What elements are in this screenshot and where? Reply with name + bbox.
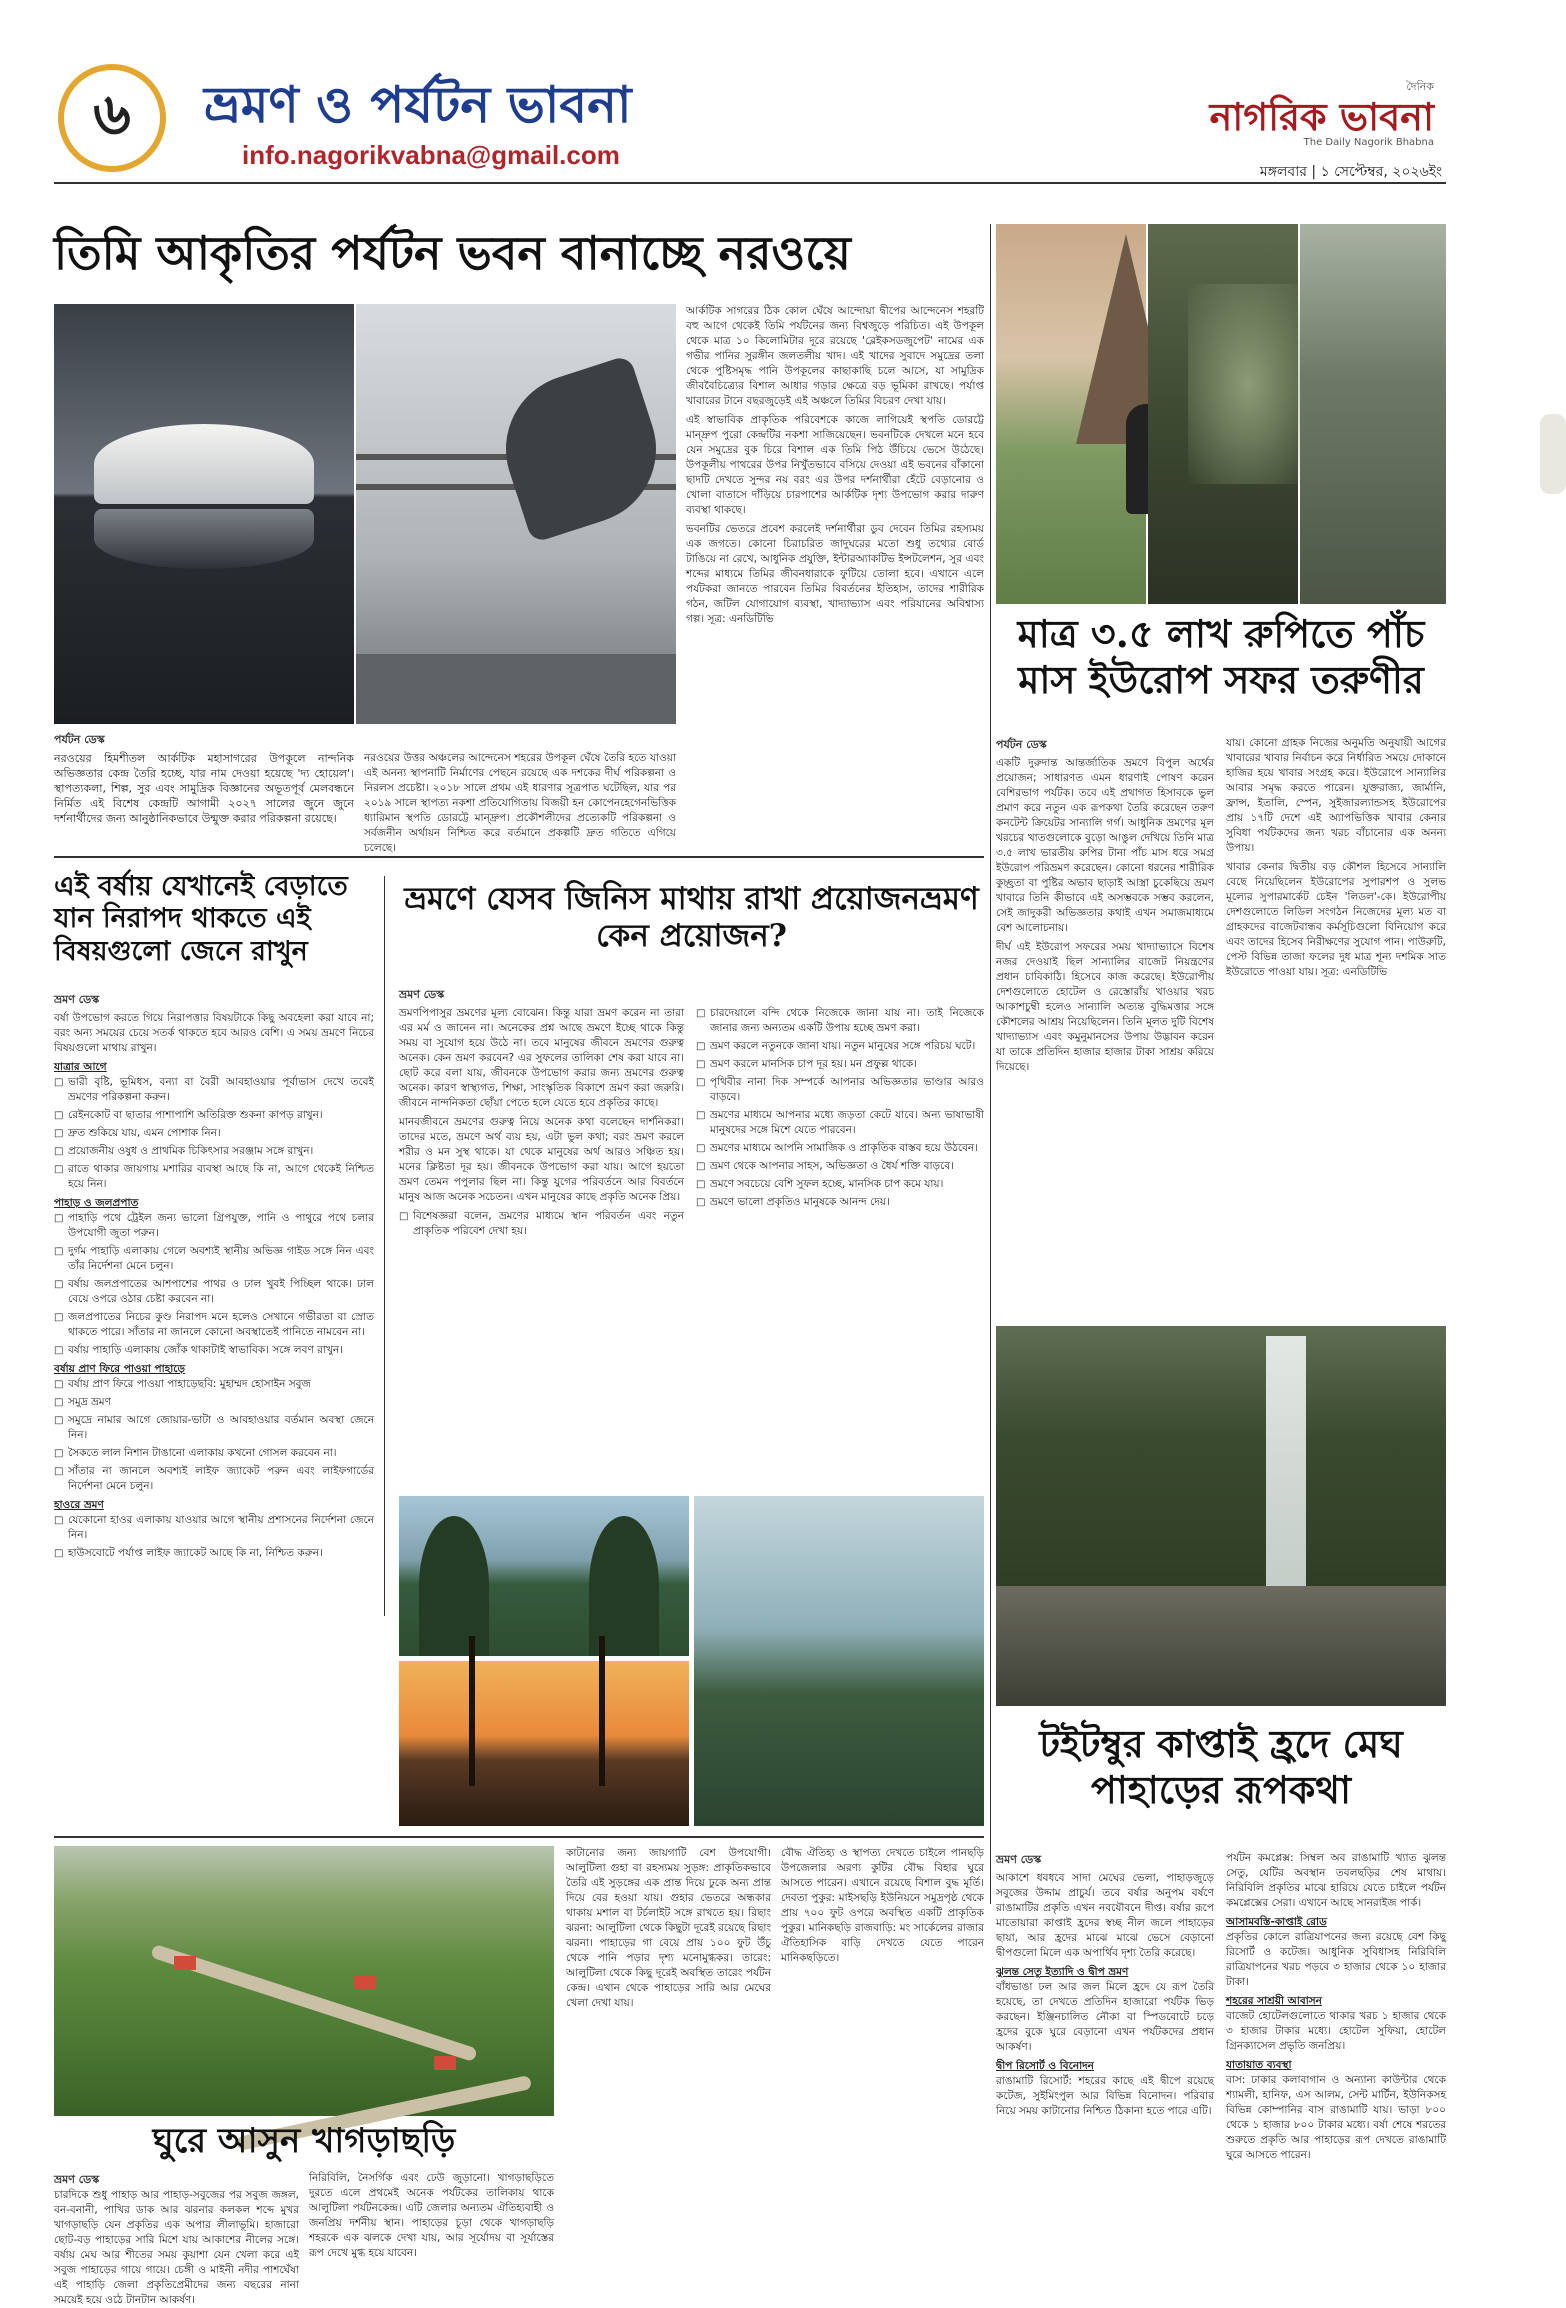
list-item: □ পাহাড়ি পথে ট্রেইল জন্য ভালো গ্রিপযুক্ত, পানি ও পাথুরে পথে চলার উপযোগী জুতা পরুন।: [54, 1211, 374, 1241]
whale-body-col3: [686, 304, 984, 844]
monsoon-subhead: বর্ষায় প্রাণ ফিরে পাওয়া পাহাড়ে: [54, 1363, 185, 1375]
monsoon-intro: বর্ষা উপভোগ করতে গিয়ে নিরাপত্তার বিষয়টাকে কিছু অবহেলা করা যাবে না; বরং অন্য সময়ের চেয়ে সতর্ক থাকতে হবে আরও বেশি। এ সময় ভ্রমণে নিচের বিষয়গুলো মাথায় রাখুন।: [54, 1012, 374, 1054]
monsoon-desk: ভ্রমণ ডেস্ক: [54, 993, 100, 1006]
whale-desk: পর্যটন ডেস্ক: [54, 733, 105, 746]
gallery-floor: [356, 654, 676, 724]
list-item: □ রাতে থাকার জায়গায় মশারির ব্যবস্থা আছে কি না, আগে থেকেই নিশ্চিত হয়ে নিন।: [54, 1162, 374, 1192]
monsoon-headline: এই বর্ষায় যেখানেই বেড়াতে যান নিরাপদ থাকতে এই বিষয়গুলো জেনে রাখুন: [54, 871, 348, 967]
kaptai-subhead: আসামবস্তি-কাপ্তাই রোড: [1226, 1916, 1327, 1928]
packing-body-col1: [399, 1006, 684, 1486]
list-item: □ ভ্রমণ করলে নতুনকে জানা যায়। নতুন মানুষের সঙ্গে পরিচয় ঘটে।: [696, 1039, 984, 1054]
khagrachhari-desk: ভ্রমণ ডেস্ক: [54, 2173, 100, 2186]
list-item: □ রেইনকোট বা ছাতার পাশাপাশি অতিরিক্ত শুকনা কাপড় রাখুন।: [54, 1108, 374, 1123]
hill-house: [434, 2056, 456, 2070]
europe-headline: মাত্র ৩.৫ লাখ রুপিতে পাঁচ মাস ইউরোপ সফর তরুণীর: [1017, 611, 1425, 702]
kaptai-paragraph: বাজেট হোটেলগুলোতে থাকার খরচ ১ হাজার থেকে ৩ হাজার টাকার মধ্যে। হোটেল সুফিয়া, হোটেল গ্রিনক্যাসেল প্রভৃতি জনপ্রিয়।: [1226, 2010, 1446, 2052]
kaptai-desk: ভ্রমণ ডেস্ক: [996, 1853, 1042, 1866]
tree-shape: [419, 1516, 489, 1656]
list-item: □ বিশেষজ্ঞরা বলেন, ভ্রমণের মাধ্যমে স্থান পরিবর্তন এবং নতুন প্রাকৃতিক পরিবেশ দেখা হয়।: [399, 1209, 684, 1239]
waterfall-photo: [996, 1326, 1446, 1706]
europe-paragraph: দীর্ঘ এই ইউরোপ সফরের সময় খাদ্যাভ্যাসে বিশেষ নজর দেওয়াই ছিল সান্যালির বাজেট নিয়ন্ত্রণের প্রধান চাবিকাঠি। হিসেবে কাজ করেছে। ইউরোপীয় দেশগুলোতে হোটেল ও রেস্তোরাঁয় খাওয়ার খরচ আকাশচুম্বী হলেও সান্যালি অত্যন্ত বুদ্ধিমত্তার সঙ্গে কৌশলের আশ্রয় নিয়েছিলেন। তিনি মূলত দুটি বিশেষ খাদ্যাভ্যাস এবং কমুনুমানসের উপায় উদ্ভাবন করেন যা তাকে প্রতিদিন হাজার হাজার টাকা সাশ্রয় করিয়ে দিয়েছে।: [996, 941, 1214, 1073]
whale-paragraph: আর্কটিক সাগরের ঠিক কোল ঘেঁষে আন্দোয়া দ্বীপের আন্দেনেস শহরটি বহু আগে থেকেই তিমি পর্যটনের জন্য বিশ্বজুড়ে পরিচিত। এই উপকূল থেকে মাত্র ১০ কিলোমিটার দূরে রয়েছে 'ব্লেইকসডজুপেট' নামের এক গভীর পানির সুরঙ্গীন জলতলীয় খাদ। এই খাদের সুবাদে সমুদ্রের তলা থেকে পুষ্টিসমৃদ্ধ পানি উপকূলের কাছাকাছি চলে আসে, যা সামুদ্রিক জীববৈচিত্র্যের বিশাল আধার গড়ার ক্ষেত্রে বড় ভূমিকা রাখছে। পর্যাপ্ত খাবারের টানে বছরজুড়েই এই অঞ্চলে তিমির বিচরণ দেখা যায়।: [686, 305, 984, 407]
packing-headline: ভ্রমণে যেসব জিনিস মাথায় রাখা প্রয়োজনভ্রমণ কেন প্রয়োজন?: [404, 881, 979, 955]
paper-brand: [1194, 78, 1434, 148]
list-item: □ বর্ষায় জলপ্রপাতের আশপাশের পাথর ও ঢাল খুবই পিচ্ছিল থাকে। ঢাল বেয়ে ওপরে ওঠার চেষ্টা করবেন না।: [54, 1277, 374, 1307]
monsoon-body: [54, 1011, 374, 1611]
tree-shape: [589, 1516, 659, 1656]
list-item: □ চারদেয়ালে বন্দি থেকে নিজেকে জানা যায় না। তাই নিজেকে জানার জন্য অন্যতম একটি উপায় হচ্ছে ভ্রমণ করা।: [696, 1006, 984, 1036]
forest-photo: [1148, 224, 1298, 604]
section-email[interactable]: info.nagorikvabna@gmail.com: [242, 140, 620, 170]
list-item: □ দুর্গম পাহাড়ি এলাকায় গেলে অবশ্যই স্থানীয় অভিজ্ঞ গাইড সঙ্গে নিন এবং তাঁর নির্দেশনা মেনে চলুন।: [54, 1244, 374, 1274]
europe-paragraph: যায়। কোনো গ্রাহক নিজের অনুমতি অনুযায়ী আগের খাবারের খাবার নির্বাচন করে নির্ধারিত সময়ে দোকানে হাজির হয়ে খাবার সংগ্রহ করে। ইউরোপে সান্যালির আবার সমৃদ্ধ করতে পারেন। যুক্তরাজ্য, জার্মানি, ফ্রান্স, ইতালি, স্পেন, সুইজারল্যান্ডসহ ইউরোপের প্রায় ১৭টি দেশে এই অ্যাপভিত্তিক খাবার কেনার সুবিধা পর্যটকদের জন্য খরচ বাঁচানোর এক অনন্য উপায়।: [1226, 737, 1446, 854]
kaptai-subhead: ঝুলন্ত সেতু ইত্যাদি ও দ্বীপ ভ্রমণ: [996, 1966, 1129, 1978]
section-title: ভ্রমণ ও পর্যটন ভাবনা: [204, 75, 632, 134]
monsoon-list-prep: [54, 1075, 374, 1192]
waterfall-rocks: [996, 1586, 1446, 1706]
europe-paragraph: খাবার কেনার দ্বিতীয় বড় কৌশল হিসেবে সান্যালি বেছে নিয়েছিলেন ইউরোপের সুপারশপ ও সুলভ মূল্যের সুপারমার্কেট চেইন 'লিডল'-কে। ইউরোপীয় দেশগুলোতে লিডিল সংগঠন নিজেদের মূল্য মত বা গ্রাহকদের বাজেটবান্ধব কর্মসূচিগুলো বিনিয়োগ করে এবং তাদের হিসেব নিরীক্ষণের সুযোগ পান। পাউরুটি, পেস্ট বিভিন্ন তাজা ফলের দুধ মাত্র শূন্য দশমিক সাত ইউরোতে পাওয়া যায়। সূত্র: এনডিটিভি: [1226, 861, 1446, 978]
palm-trunk: [469, 1636, 475, 1786]
kaptai-paragraph: বাস: ঢাকার কলাবাগান ও অন্যান্য কাউন্টার থেকে শ্যামলী, হানিফ, এস আলম, সেন্ট মার্টিন, ইউনিকসহ বিভিন্ন কোম্পানির বাস রাঙামাটি যায়। ভাড়া ৮০০ থেকে ১ হাজার ৮০০ টাকার মধ্যে। বর্ষা শেষে শরতের শুরুতে প্রকৃতি আর পাহাড়ের রূপ দেখতে রাঙামাটি ঘুরে আসতে পারেন।: [1226, 2074, 1446, 2161]
khagrachhari-body-col4: বৌদ্ধ ঐতিহ্য ও স্থাপত্য দেখতে চাইলে পানছড়ি উপজেলার অরণ্য কুটির বৌদ্ধ বিহার ঘুরে আসতে পারেন। এখানে রয়েছে বিশাল বুদ্ধ মূর্তি। দেবতা পুকুর: মাইসছড়ি ইউনিয়নে সমুদ্রপৃষ্ঠ থেকে প্রায় ৭০০ ফুট ওপরে অবস্থিত একটি প্রাকৃতিক পুকুর। মানিকছড়ি রাজবাড়ি: মং সার্কেলের রাজার ঐতিহাসিক বাড়ি দেখতে যেতে পারেন মানিকছড়িতে।: [781, 1847, 984, 1964]
whale-headline: তিমি আকৃতির পর্যটন ভবন বানাচ্ছে নরওয়ে: [54, 226, 851, 280]
europe-body-col1: [996, 756, 1214, 1316]
kaptai-subhead: দ্বীপ রিসোর্ট ও বিনোদন: [996, 2060, 1094, 2072]
list-item: □ সমুদ্র ভ্রমণ: [54, 1395, 374, 1410]
list-item: □ বর্ষায় প্রাণ ফিরে পাওয়া পাহাড়েছবি: মুহাম্মদ হোসাইন সবুজ: [54, 1377, 374, 1392]
kaptai-body-col1: [996, 1871, 1214, 2256]
monsoon-list-sea: [54, 1377, 374, 1494]
kaptai-subhead: শহরের সাশ্রয়ী আবাসন: [1226, 1995, 1322, 2007]
paper-tagline: দৈনিক: [1406, 80, 1434, 93]
dateline: মঙ্গলবার | ১ সেপ্টেম্বর, ২০২৬ইং: [1259, 164, 1442, 180]
europe-body-col2: [1226, 736, 1446, 1316]
cliff-photo: [1300, 224, 1446, 604]
europe-paragraph: একটি দুরুদান্ত আন্তর্জাতিক ভ্রমণে বিপুল অর্থের প্রয়োজন; সাধারণত এমন ধারণাই পোষণ করেন বেশিরভাগ পর্যটক। তবে এই প্রথাগত হিসাবকে ভুল প্রমাণ করে নতুন এক রূপকথা তৈরি করেছেন তরুণ কনটেন্ট ক্রিয়েটর সান্যালি গর্গ। আধুনিক ভ্রমণের মূল খরচের খাতগুলোকে বুড়ো আঙুল দেখিয়ে তিনি মাত্র ৩.৫ লাখ ভারতীয় রুপির টানা পাঁচ মাস ধরে সমগ্র ইউরোপ পরিভ্রমণ করেছেন। কোনো ধরনের শারীরিক কুচ্ছ্রতা বা পুষ্টির অভাব ছাড়াই আস্ত্রা চুকেছিয়ে ভ্রমণ খাবারে তিনি কীভাবে এই অসম্ভবকে সম্ভব করলেন, সেই জাদুকরী অভিজ্ঞতার কথাই এখন সমাজমাধ্যমে বেশ আলোচনায়।: [996, 757, 1214, 934]
khagrachhari-body-col3: কাটানোর জন্য জায়গাটি বেশ উপযোগী। আলুটিলা গুহা বা রহস্যময় সুড়ঙ্গ: প্রাকৃতিকভাবে তৈরি এই সুড়ঙ্গের এক প্রান্ত দিয়ে ঢুকে অন্য প্রান্ত দিয়ে বের হওয়া যায়। গুহার ভেতরে অন্ধকার থাকায় মশাল বা টর্চলাইট সঙ্গে রাখতে হয়। রিছাং ঝরনা: আলুটিলা থেকে কিছুটা দূরেই রয়েছে রিছাং ঝরনা। পাহাড়ের গা বেয়ে প্রায় ১০০ ফুট উঁচু থেকে পানি পড়ার দৃশ্য মনোমুগ্ধকর। তারেং: আলুটিলা থেকে কিছু দূরেই অবস্থিত তারেং পর্যটন কেন্দ্র। এখান থেকে পাহাড়ের সারি আর মেঘের খেলা দেখা যায়।: [566, 1847, 771, 2009]
list-item: □ ভ্রমণের মাধ্যমে আপনার মধ্যে জড়তা কেটে যাবে। অন্য ভাষাভাষী মানুষদের সঙ্গে মিশে যেতে পারবেন।: [696, 1108, 984, 1138]
hill-road: [150, 1944, 478, 2062]
packing-list-a: [399, 1209, 684, 1239]
kaptai-paragraph: বাঁধভাঙা ঢল আর জল মিলে হ্রদে যে রূপ তৈরি হয়েছে, তা দেখতে প্রতিদিন হাজারো পর্যটক ভিড় করছেন। ইঞ্জিনচালিত নৌকা বা স্পিডবোটে চড়ে হ্রদের বুকে ঘুরে বেড়ানো এখন পর্যটকদের প্রধান আকর্ষণ।: [996, 1981, 1214, 2053]
mangrove-photo: [694, 1496, 984, 1826]
kaptai-body-col2: [1226, 1851, 1446, 2256]
packing-body-col2: [696, 1006, 984, 1486]
list-item: □ দ্রুত শুকিয়ে যায়, এমন পোশাক নিন।: [54, 1126, 374, 1141]
newspaper-page: [54, 56, 1446, 2306]
column-divider: [384, 876, 385, 1616]
list-item: □ ভ্রমণে ভালো প্রকৃতিও মানুষকে আনন্দ দেয়।: [696, 1195, 984, 1210]
list-item: □ বর্ষায় পাহাড়ি এলাকায় জোঁক থাকাটাই স্বাভাবিক। সঙ্গে লবণ রাখুন।: [54, 1343, 374, 1358]
hiker-figure: [1540, 414, 1566, 494]
list-item: □ ভ্রমণে সবচেয়ে বেশি সুফল হচ্ছে, মানসিক চাপ কমে যায়।: [696, 1177, 984, 1192]
khagrachhari-hills-photo: [54, 1846, 554, 2116]
section-divider: [54, 856, 984, 858]
whale-building-photo: [54, 304, 354, 724]
list-item: □ পৃথিবীর নানা দিক সম্পর্কে আপনার অভিজ্ঞতার ভাণ্ডার আরও বাড়বে।: [696, 1075, 984, 1105]
list-item: □ ভারী বৃষ্টি, ভূমিধস, বন্যা বা বৈরী আবহাওয়ার পূর্বাভাস দেখে তবেই ভ্রমণের পরিকল্পনা করুন।: [54, 1075, 374, 1105]
kaptai-paragraph: পর্যটন কমপ্লেক্স: সিম্বল অব রাঙামাটি খ্যাত ঝুলন্ত সেতু, যেটির অবস্থান তবলছড়ির শেষ মাথায়। নিরিবিলি প্রকৃতির মাঝে হারিয়ে যেতে চাইলে পর্যটন কমপ্লেক্সের সেরা। এখানে আছে সানরাইজ পার্ক।: [1226, 1852, 1446, 1909]
paper-name: নাগরিক ভাবনা: [1209, 94, 1434, 139]
list-item: □ ভ্রমণ করলে মানসিক চাপ দূর হয়। মন প্রফুল্ল থাকে।: [696, 1057, 984, 1072]
palm-trunk: [599, 1636, 605, 1786]
list-item: □ প্রয়োজনীয় ওষুধ ও প্রাথমিক চিকিৎসার সরঞ্জাম সঙ্গে রাখুন।: [54, 1144, 374, 1159]
whale-paragraph: ভবনটির ভেতরে প্রবেশ করলেই দর্শনার্থীরা ডুব দেবেন তিমির রহস্যময় এক জগতে। কোনো চিরাচরিত জাদুঘরের মতো শুধু তথ্যের বোর্ড টাঙিয়ে না রেখে, আধুনিক প্রযুক্তি, ইন্টারঅ্যাকটিভ ইন্সটলেশন, সুর এবং শব্দের মাধ্যমে তিমির জীবনধারাকে ফুটিয়ে তোলা হবে। এখানে এলে পর্যটকরা জানতে পারবেন তিমির বিবর্তনের ইতিহাস, তাদের শারীরিক গঠন, জটিল যোগাযোগ ব্যবস্থা, খাদ্যাভ্যাস এবং পরিযানের অবিশ্বাস্য গল্প। সূত্র: এনডিটিভি: [686, 523, 984, 625]
section-divider: [54, 1836, 984, 1838]
kaptai-headline: টইটম্বুর কাপ্তাই হ্রদে মেঘ পাহাড়ের রূপকথা: [1039, 1721, 1403, 1812]
packing-paragraph: মানবজীবনে ভ্রমণের গুরুত্ব নিয়ে অনেক কথা বলেছেন দার্শনিকরা। তাদের মতে, ভ্রমণে অর্থ ব্যয় হয়, এটা ভুল কথা; বরং ভ্রমণ করলে শরীর ও মন সুস্থ থাকে। যা থেকে মানুষের অর্থ আরও সঞ্চিত হয়। মনের ক্লিষ্টতা দূর হয়। জীবনকে উপভোগ করা যায়। আগে হয়তো ভ্রমণ তেমন পপুলার ছিল না। কিন্তু যুগের পরিবর্তনে আর বিবর্তনে মানুষ আজ অনেক সচেতন। এখন মানুষের কাছে প্রকৃতি অনেক প্রিয়।: [399, 1116, 684, 1203]
monsoon-subhead: যাত্রার আগে: [54, 1061, 107, 1073]
building-dome: [94, 424, 314, 504]
list-item: □ ভ্রমণ থেকে আপনার সাহস, অভিজ্ঞতা ও ধৈর্য শক্তি বাড়বে।: [696, 1159, 984, 1174]
packing-paragraph: ভ্রমণপিপাসুর ভ্রমণের মূল্য বোঝেন। কিন্তু যারা ভ্রমণ করেন না তারা এর মর্ম ও জানেন না। অনেকের প্রশ্ন আছে ভ্রমণে ইচ্ছে থাকে কিন্তু সময় বা সুযোগ হয়ে উঠে না। তবে মানুষের জীবনে ভ্রমণের গুরুত্ব অনেক। কেন ভ্রমণ করবেন? এর সুফলের তালিকা শেষ করা যাবে না। ছোট করে বলা যায়, জীবনকে উপভোগ করার জন্য ভ্রমণের গুরুত্ব অনেক। কারণ স্বাস্থ্যগত, শিক্ষা, সাংস্কৃতিক বিকাশে ভ্রমণ করা জরুরি। জীবনে নান্দনিকতা ছোঁয়া পেতে হলে যেতে হবে প্রকৃতির কাছে।: [399, 1007, 684, 1109]
paper-sub: The Daily Nagorik Bhabna: [1303, 136, 1434, 148]
page-number: ৬: [58, 64, 166, 172]
whale-paragraph: এই স্বাভাবিক প্রাকৃতিক পরিবেশকে কাজে লাগিয়েই স্থপতি ডোরট্টে মান্দ্রুপ পুরো কেন্দ্রটির নকশা সাজিয়েছেন। ভবনটিকে দেখলে মনে হবে যেন সমুদ্রের বুক চিরে বিশাল এক তিমি পিঠ উঁচিয়ে ভেসে উঠেছে। উপকূলীয় পাথরের উপর নিখুঁতভাবে বসিয়ে দেওয়া এই ভবনের বাঁকানো ছাদটি দেখতে সুন্দর নয় বরং এর উপর দর্শনার্থীরা হেঁটে বেড়ানোর ও খোলা বাতাসে দাঁড়িয়ে চারপাশের আর্কটিক দৃশ্য উপভোগ করার দারুণ ব্যবস্থা থাকছে।: [686, 414, 984, 516]
monsoon-subhead: পাহাড় ও জলপ্রপাত: [54, 1197, 139, 1209]
monsoon-list-hills: [54, 1211, 374, 1358]
kaptai-paragraph: আকাশে ধবধবে সাদা মেঘের ভেলা, পাহাড়জুড়ে সবুজের উদ্দাম প্রাচুর্য। তবে বর্ষার অনুপম বর্ষণে রাঙামাটির প্রকৃতি এখন নবযৌবনে দীপ্ত। বর্ষার রূপে মাতোয়ারা কাপ্তাই হ্রদের স্বচ্ছ নীল জলে পাহাড়ের ছায়া, আর হ্রদের মাঝে মাঝে ভেসে বেড়ানো দ্বীপগুলো মিলে এক অপার্থিব দৃশ্য তৈরি করেছে।: [996, 1872, 1214, 1959]
list-item: □ হাউসবোটে পর্যাপ্ত লাইফ জ্যাকেট আছে কি না, নিশ্চিত করুন।: [54, 1546, 374, 1561]
list-item: □ সৈকতে লাল নিশান টাঙানো এলাকায় কখনো গোসল করবেন না।: [54, 1446, 374, 1461]
kaptai-paragraph: রাঙামাটি রিসোর্ট: শহরের কাছে এই দ্বীপে রয়েছে কটেজ, সুইমিংপুল আর বিভিন্ন বিনোদন। পরিবার নিয়ে সময় কাটানোর নিশ্চিত ঠিকানা হতে পারে এটি।: [996, 2075, 1214, 2117]
list-item: □ সমুদ্রে নামার আগে জোয়ার-ভাটা ও আবহাওয়ার বর্তমান অবস্থা জেনে নিন।: [54, 1413, 374, 1443]
hill-house: [354, 1976, 376, 1990]
packing-desk: ভ্রমণ ডেস্ক: [399, 988, 445, 1001]
khagrachhari-body-col1: চারদিকে শুধু পাহাড় আর পাহাড়-সবুজের পর সবুজ জঙ্গল, বন-বনানী, পাখির ডাক আর ঝরনার কলকল শব্দে মুখর খাগড়াছড়ি যেন প্রকৃতির এক অপার লীলাভূমি। হাজারো ছোট-বড় পাহাড়ের সারি মিশে যায় আকাশের নীলের সঙ্গে। বর্ষায় মেঘ আর শীতের সময় কুয়াশা যেন খেলা করে এই সবুজ পাহাড়ের গায়ে গায়ে। চেঙ্গী ও মাইনী নদীর পাশঘেঁষা এই পাহাড়ি জেলা প্রকৃতিপ্রেমীদের জন্য বছরের নানা সময়েই হয়ে ওঠে টানটান আকর্ষণ।: [54, 2189, 299, 2306]
whale-body-col2: নরওয়ের উত্তর অঞ্চলের আন্দেনেস শহরের উপকূল ঘেঁষে তৈরি হতে যাওয়া এই অনন্য স্থাপনাটি নির্মাণের পেছনে রয়েছে এক দশকের দীর্ঘ পরিকল্পনা ও নিরলস প্রচেষ্টা। ২০১৮ সালে প্রথম এই ধারণার সূত্রপাত ঘটেছিল, যার পর ২০১৯ সালে স্থাপত্য নকশা প্রতিযোগিতায় বিজয়ী হন কোপেনহেগেনভিত্তিক ধ্যারিমান স্থপতি ডোরট্টে মান্দ্রুপ। প্রকৌশলীদের প্রত্যেকটি পরিকল্পনা ও সর্বজনীন অর্থায়ন নিশ্চিত করে বর্তমানে প্রকল্পটি দ্রুত গতিতে এগিয়ে চলেছে।: [364, 752, 676, 854]
packing-list-b: [696, 1006, 984, 1210]
list-item: □ সাঁতার না জানলে অবশ্যই লাইফ জ্যাকেট পরুন এবং লাইফগার্ডের নির্দেশনা মেনে চলুন।: [54, 1464, 374, 1494]
list-item: □ জলপ্রপাতের নিচের কুণ্ড নিরাপদ মনে হলেও সেখানে গভীরতা বা স্রোত থাকতে পারে। সাঁতার না জানলে কোনো অবস্থাতেই পানিতে নামবেন না।: [54, 1310, 374, 1340]
monsoon-subhead: হাওরে ভ্রমণ: [54, 1499, 104, 1511]
whale-caption: নরওয়ের হিমশীতল আর্কটিক মহাসাগরের উপকূলে নান্দনিক অভিজ্ঞতার কেন্দ্র তৈরি হচ্ছে, যার নাম দেওয়া হয়েছে 'দ্য হোয়েল'। স্থাপত্যকলা, শিল্প, সুর এবং সামুদ্রিক বিজ্ঞানের অভূতপূর্ব মেলবন্ধনে নির্মিত এই বিশেষ কেন্দ্রটি আগামী ২০২৭ সালের জুনে জুনে দর্শনার্থীদের জন্য আনুষ্ঠানিকভাবে উন্মুক্ত করার পরিকল্পনা রয়েছে।: [54, 752, 354, 825]
beach-sunset-photo: [399, 1661, 689, 1826]
masthead: [54, 56, 1446, 184]
kaptai-paragraph: প্রকৃতির কোলে রাত্রিযাপনের জন্য রয়েছে বেশ কিছু রিসোর্ট ও কটেজ। আধুনিক সুবিধাসহ নিরিবিলি রাত্রিযাপনের খরচ পড়বে ৩ হাজার থেকে ১০ হাজার টাকা।: [1226, 1931, 1446, 1988]
khagrachhari-body-col2: নিরিবিলি, নৈসর্গিক এবং ঢেউ জুড়ানো। খাগড়াছড়িতে দুরতে এলে প্রথমেই অনেক পর্যটকের তালিকায় থাকে আলুটিলা পর্যটনকেন্দ্র। এটি জেলার অন্যতম ঐতিহ্যবাহী ও জনপ্রিয় দর্শনীয় স্থান। পাহাড়ের চূড়া থেকে খাগড়াছড়ি শহরকে এক ঝলকে দেখা যায়, আর সূর্যোদয় বা সূর্যাস্তের রূপ দেখে মুগ্ধ হয়ে যাবেন।: [309, 2172, 554, 2259]
list-item: □ ভ্রমণের মাধ্যমে আপনি সামাজিক ও প্রাকৃতিক বাস্তব হয়ে উঠবেন।: [696, 1141, 984, 1156]
monsoon-list-haor: [54, 1513, 374, 1561]
khagrachhari-headline: ঘুরে আসুন খাগড়াছড়ি: [152, 2121, 456, 2161]
forest-light: [1188, 284, 1308, 484]
list-item: □ যেকোনো হাওর এলাকায় যাওয়ার আগে স্থানীয় প্রশাসনের নির্দেশনা জেনে নিন।: [54, 1513, 374, 1543]
tropical-lake-photo: [399, 1496, 689, 1656]
kaptai-subhead: যাতায়াত ব্যবস্থা: [1226, 2059, 1292, 2071]
whale-interior-photo: [356, 304, 676, 724]
hill-house: [174, 1956, 196, 1970]
column-divider: [990, 224, 991, 1904]
europe-desk: পর্যটন ডেস্ক: [996, 738, 1047, 751]
building-reflection: [94, 509, 314, 569]
whale-tail-sculpture: [486, 354, 675, 543]
eiffel-photo: [996, 224, 1146, 604]
